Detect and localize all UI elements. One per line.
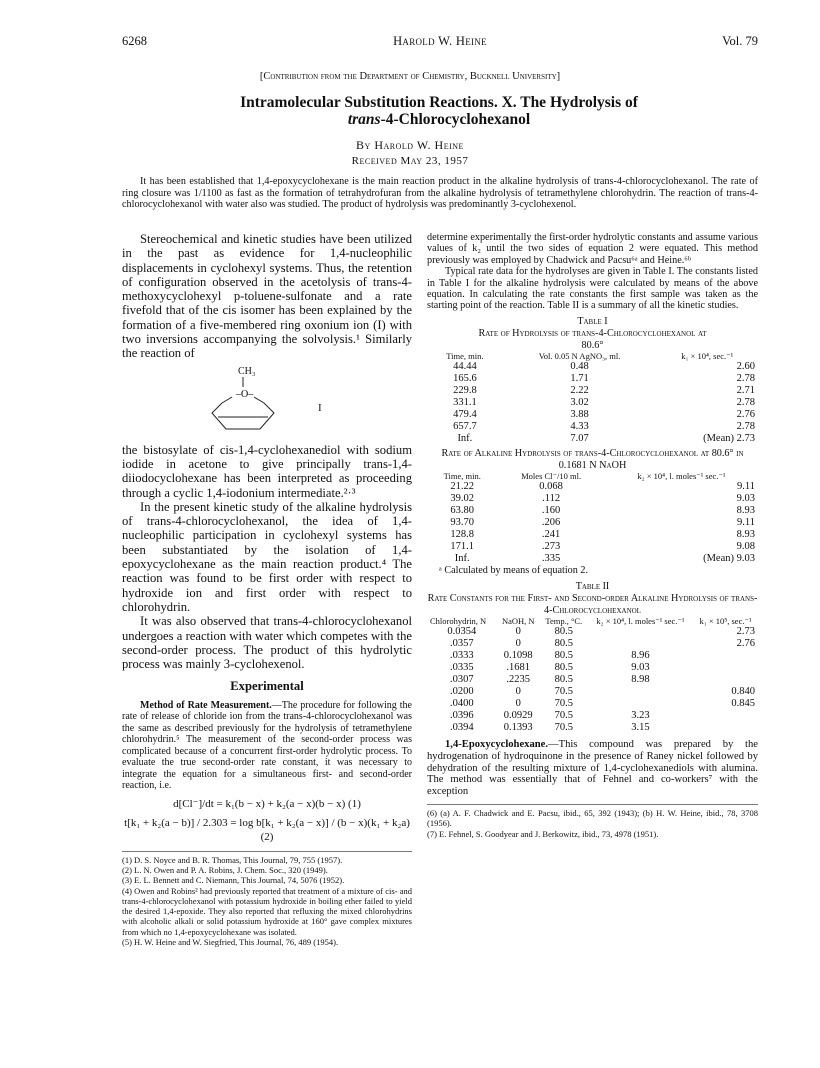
table-row: [427, 397, 758, 409]
footnote: (2) L. N. Owen and P. A. Robins, J. Chem. Soc., 320 (1949).: [122, 864, 328, 875]
table-row: [427, 361, 758, 373]
table-row: [427, 493, 758, 505]
table-cell: 0: [515, 626, 521, 638]
table-cell: [693, 674, 758, 686]
table-row: [427, 529, 758, 541]
table-cell: 657.7: [453, 421, 477, 433]
table-cell: Inf.: [457, 433, 473, 445]
table-cell: [693, 710, 758, 722]
table-cell: 171.1: [450, 541, 475, 553]
footnote: (7) E. Fehnel, S. Goodyear and J. Berkowitz, ibid., 73, 4978 (1951).: [427, 828, 659, 839]
table-row: [427, 710, 758, 722]
table-cell: .206: [541, 517, 561, 529]
byline: By Harold W. Heine: [356, 138, 464, 152]
column-header: NaOH, N: [501, 616, 535, 627]
table-cell: [693, 650, 758, 662]
table-cell: 80.5: [554, 638, 573, 650]
article-title: [120, 94, 758, 128]
table-cell: 2.78: [736, 373, 755, 385]
table-cell: 70.5: [554, 710, 573, 722]
table-cell: [693, 722, 758, 734]
table-note: ᵃ Calculated by means of equation 2.: [439, 565, 589, 577]
table-row: [427, 421, 758, 433]
table-cell: [693, 662, 758, 674]
table-row: [427, 698, 758, 710]
table-row: [427, 674, 758, 686]
table-label: Table I: [577, 315, 608, 327]
table-cell: (Mean) 2.73: [703, 433, 755, 445]
title-italic: trans: [347, 111, 381, 128]
title-line-2: [120, 111, 758, 128]
table-cell: 0.1393: [503, 722, 533, 734]
table-cell: 0.840: [731, 686, 755, 698]
section-heading: Experimental: [230, 679, 304, 694]
table-title: Rate of Alkaline Hydrolysis of trans-4-Chlorocyclohexanol at 80.6° in 0.1681 N NaOH: [441, 448, 744, 472]
table-cell: 0.0929: [503, 710, 533, 722]
table-cell: 3.15: [631, 722, 650, 734]
table-1b: [427, 472, 758, 565]
column-header: k₁ × 10⁵, sec.⁻¹: [699, 616, 752, 627]
paragraph: Typical rate data for the hydrolyses are given in Table I. The constants listed in Table I for the alkaline hydrolysis were calculated by means of the above equation. In calculating the rate constants the first sample was taken as the starting point of the reaction. Table II is a summary of all the kinetic studies.: [427, 266, 758, 312]
table-cell: 39.02: [450, 493, 475, 505]
table-cell: 2.22: [570, 385, 589, 397]
table-title: 80.6°: [581, 340, 604, 352]
table-row: [427, 553, 758, 565]
table-cell: 0.1098: [503, 650, 533, 662]
paragraph: It was also observed that trans-4-chlorocyclohexanol undergoes a reaction with water which competes with the second-order process. The product of this hydrolytic process was mainly 3-cyclohexenol.: [122, 614, 412, 672]
table-row: [427, 650, 758, 662]
paragraph: determine experimentally the first-order hydrolytic constants and assume various values of k₂ until the two sides of equation 2 were equated. This method previously was employed by Chadwick and Pacsu⁶ᵃ and Heine.⁶ᵇ: [427, 232, 758, 266]
footnote: (4) Owen and Robins² had previously reported that treatment of a mixture of cis- and trans-4-chlorocyclohexanol with potassium hydroxide in boiling ether failed to yield the desired 1,4-epoxide. They also reported that refluxing the mixed chlorohydrins with alcoholic alkali or solid potassium hydroxide at 160° gave complex mixtures from which no 1,4-epoxycyclohexane was isolated.: [122, 885, 412, 937]
running-title: Harold W. Heine: [393, 34, 487, 48]
equation-1: d[Cl⁻]/dt = k₁(b − x) + k₂(a − x)(b − x) (1): [173, 797, 361, 810]
table-cell: 128.8: [450, 529, 475, 541]
table-cell: 0: [515, 686, 521, 698]
table-cell: 63.80: [450, 505, 475, 517]
table-row: [427, 517, 758, 529]
volume-label: Vol. 79: [722, 34, 758, 48]
table-cell: .0394: [450, 722, 474, 734]
paragraph-text: —This compound was prepared by the hydrogenation of hydroquinone in the presence of Raney nickel followed by dehydration of the resulting mixture of 1,4-cyclohexanediols with alumina. The method was essentially that of Fehnel and co-workers⁷ with the exception: [427, 739, 758, 798]
table-header-row: [427, 472, 758, 481]
table-cell: 9.11: [737, 517, 755, 529]
abstract: It has been established that 1,4-epoxycyclohexane is the main reaction product in the alkaline hydrolysis of trans-4-chlorocyclohexanol. The rate of ring closure was 1/1100 as fast as the formation of tetrahydrofuran from the alkaline hydrolysis of tetramethylene chlorohydrin. The reaction of trans-4-chlorocyclohexanol with water also was studied. The product of hydrolysis was predominantly 3-cyclohexenol.: [122, 176, 758, 211]
table-row: [427, 686, 758, 698]
footnote: (6) (a) A. F. Chadwick and E. Pacsu, ibid., 65, 392 (1943); (b) H. W. Heine, ibid., 78, 3708 (1956).: [427, 808, 758, 829]
table-cell: .241: [541, 529, 561, 541]
table-cell: 3.23: [631, 710, 650, 722]
column-header: Temp., °C.: [545, 616, 583, 627]
table-cell: .2235: [506, 674, 531, 686]
table-cell: 9.08: [736, 541, 755, 553]
column-header: k₂ × 10⁴, l. moles⁻¹ sec.⁻¹: [637, 471, 726, 482]
table-cell: 0: [515, 638, 521, 650]
paragraph: [122, 700, 412, 792]
table-cell: .0400: [450, 698, 474, 710]
received-date: Received May 23, 1957: [351, 155, 469, 167]
table-cell: .160: [541, 505, 561, 517]
table-header-row: [427, 352, 758, 361]
table-row: [427, 409, 758, 421]
svg-text:–O–: –O–: [236, 388, 254, 400]
title-rest: -4-Chlorocyclohexanol: [380, 111, 531, 128]
table-row: [427, 505, 758, 517]
table-cell: 1.71: [570, 373, 589, 385]
table-cell: 2.78: [736, 397, 755, 409]
table-cell: .335: [541, 553, 561, 565]
table-body: [427, 481, 758, 565]
table-cell: .0335: [450, 662, 474, 674]
run-in-heading: Method of Rate Measurement.: [140, 699, 272, 711]
column-header: Chlorohydrin, N: [430, 616, 487, 627]
table-cell: 8.98: [631, 674, 650, 686]
title-line-1: Intramolecular Substitution Reactions. X. The Hydrolysis of: [240, 94, 638, 111]
run-in-heading: 1,4-Epoxycyclohexane.: [445, 739, 548, 751]
paragraph-text: —The procedure for following the rate of release of chloride ion from the trans-4-chlorocyclohexanol was the same as described previously for the hydrolysis of tetramethylene chlorohydrin.⁵ The measurement of the second-order process was complicated because of a concurrent first-order hydrolytic process. To evaluate the true second-order rate constant, it was necessary to integrate the equation for a simultaneous first- and second-order reaction, i.e.: [122, 699, 412, 792]
table-cell: .0357: [450, 638, 474, 650]
table-cell: 80.5: [554, 650, 573, 662]
table-cell: [588, 626, 693, 638]
right-column: [427, 232, 758, 839]
table-cell: 165.6: [453, 373, 477, 385]
table-cell: 0.0354: [447, 626, 477, 638]
paragraph: [427, 739, 758, 798]
table-row: [427, 433, 758, 445]
structure-label: I: [318, 401, 322, 414]
table-title: Rate of Hydrolysis of trans-4-Chlorocyclohexanol at: [478, 328, 707, 340]
table-cell: 7.07: [570, 433, 589, 445]
table-cell: 331.1: [453, 397, 477, 409]
table-cell: 3.02: [570, 397, 589, 409]
column-header: Vol. 0.05 N AgNO₃, ml.: [538, 351, 621, 362]
table-cell: 0: [515, 698, 521, 710]
table-cell: 2.60: [736, 361, 755, 373]
table-row: [427, 481, 758, 493]
table-cell: 80.5: [554, 674, 573, 686]
table-cell: 80.5: [554, 626, 573, 638]
footnotes: [122, 851, 412, 948]
paragraph: Stereochemical and kinetic studies have been utilized in the past as evidence for 1,4-nucleophilic displacements in cyclohexyl systems. Thus, the retention of configuration observed in the acetolysis of trans-4-methoxycyclohexyl p-toluene-sulfonate and a rate fivefold that of the cis isomer has been explained by the formation of a five-membered ring oxonium ion (I) with two inversions accompanying the solvolysis.¹ Similarly the reaction of: [122, 232, 412, 361]
table-cell: 2.73: [736, 626, 755, 638]
footnote: (5) H. W. Heine and W. Siegfried, This Journal, 76, 489 (1954).: [122, 936, 339, 947]
table-cell: 0.068: [539, 481, 563, 493]
table-cell: 70.5: [554, 722, 573, 734]
footnotes: [427, 804, 758, 839]
methyl-label: CH₃: [238, 365, 256, 377]
table-cell: 479.4: [453, 409, 477, 421]
table-cell: .112: [542, 493, 561, 505]
table-2: [427, 617, 758, 734]
table-cell: .0307: [450, 674, 474, 686]
running-header: [122, 34, 758, 50]
table-row: [427, 373, 758, 385]
table-cell: [588, 686, 693, 698]
table-cell: .0333: [450, 650, 474, 662]
table-cell: Inf.: [454, 553, 470, 565]
table-cell: 70.5: [554, 698, 573, 710]
table-body: [427, 626, 758, 734]
table-row: [427, 541, 758, 553]
table-cell: 8.93: [736, 505, 755, 517]
table-cell: 2.76: [736, 409, 755, 421]
table-cell: .0200: [450, 686, 474, 698]
column-header: k₂ × 10⁴, l. moles⁻¹ sec.⁻¹: [596, 616, 685, 627]
oxonium-ring-diagram: [202, 363, 312, 441]
table-cell: 80.5: [554, 662, 573, 674]
contribution-line: [Contribution from the Department of Chemistry, Bucknell University]: [259, 71, 561, 82]
table-cell: .0396: [450, 710, 474, 722]
table-label: Table II: [575, 580, 610, 592]
footnote: (1) D. S. Noyce and B. R. Thomas, This Journal, 79, 755 (1957).: [122, 854, 343, 865]
table-1a: [427, 352, 758, 445]
table-row: [427, 626, 758, 638]
table-row: [427, 385, 758, 397]
structure-figure: [122, 363, 412, 441]
table-cell: 3.88: [570, 409, 589, 421]
table-cell: 2.76: [736, 638, 755, 650]
table-title: Rate Constants for the First- and Second-order Alkaline Hydrolysis of trans-4-Chlorocyclohexanol: [427, 593, 758, 617]
table-cell: 9.03: [631, 662, 650, 674]
table-cell: 9.11: [737, 481, 755, 493]
table-body: [427, 361, 758, 445]
paragraph: In the present kinetic study of the alkaline hydrolysis of trans-4-chlorocyclohexanol, the idea of 1,4-nucleophilic participation in cyclohexyl systems has been substantiated by the isolation of 1,4-epoxycyclohexane as the main reaction product.⁴ The reaction was found to be first order with respect to hydroxide ion and first order with respect to chlorohydrin.: [122, 499, 412, 614]
table-cell: 70.5: [554, 686, 573, 698]
equation-2: t[k₁ + k₂(a − b)] / 2.303 = log b[k₁ + k₂(a − x)] / (b − x)(k₁ + k₂a) (2): [124, 817, 410, 844]
table-cell: 93.70: [450, 517, 475, 529]
table-cell: [588, 698, 693, 710]
table-cell: (Mean) 9.03: [703, 553, 755, 565]
column-header: Moles Cl⁻/10 ml.: [521, 471, 582, 482]
table-cell: .1681: [506, 662, 531, 674]
table-cell: 2.71: [736, 385, 755, 397]
page-number: 6268: [122, 34, 147, 48]
table-row: [427, 638, 758, 650]
paragraph: the bistosylate of cis-1,4-cyclohexanediol with sodium iodide in acetone to give principally trans-1,4-diiodocyclohexane has been interpreted as proceeding through a cyclic 1,4-iodonium intermediate.²·³: [122, 442, 412, 500]
table-cell: 4.33: [570, 421, 589, 433]
table-cell: .273: [541, 541, 561, 553]
table-cell: 44.44: [453, 361, 477, 373]
left-column: [122, 232, 412, 947]
table-cell: 2.78: [736, 421, 755, 433]
table-cell: 0.48: [570, 361, 589, 373]
table-cell: 8.96: [631, 650, 650, 662]
column-header: Time, min.: [446, 351, 484, 362]
column-header: Time, min.: [443, 471, 481, 482]
table-header-row: [427, 617, 758, 626]
table-row: [427, 662, 758, 674]
table-cell: 229.8: [453, 385, 477, 397]
table-cell: 9.03: [736, 493, 755, 505]
footnote: (3) E. L. Bennett and C. Niemann, This Journal, 74, 5076 (1952).: [122, 875, 345, 886]
table-cell: [588, 638, 693, 650]
table-cell: 8.93: [736, 529, 755, 541]
column-header: k₁ × 10⁴, sec.⁻¹: [681, 351, 734, 362]
table-cell: 0.845: [731, 698, 755, 710]
table-row: [427, 722, 758, 734]
table-cell: 21.22: [450, 481, 475, 493]
